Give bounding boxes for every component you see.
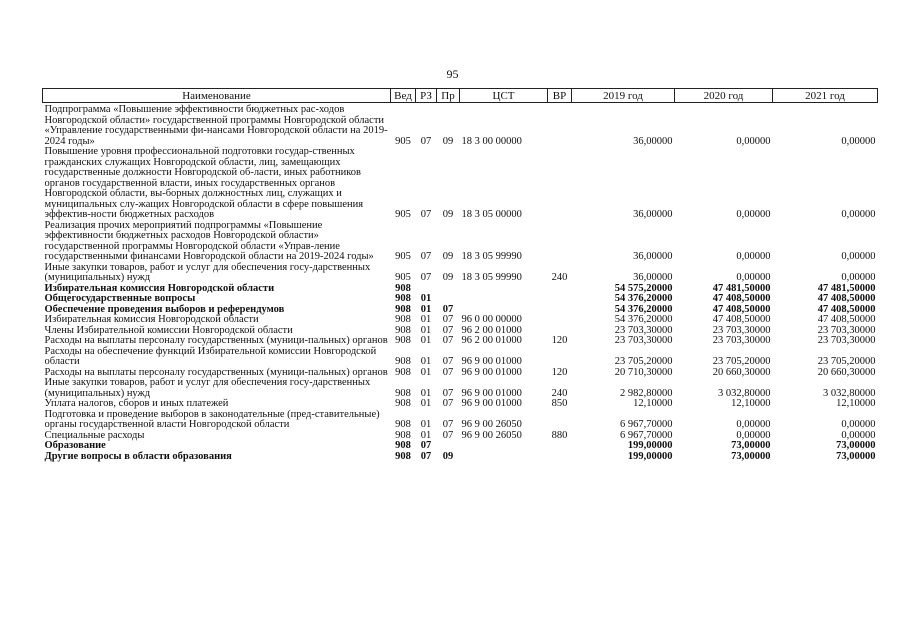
row-pr: 07 [442,335,454,346]
row-cst [460,441,548,452]
row-2019: 2 982,80000 [620,387,673,399]
row-name: Реализация прочих мероприятий подпрограммы «Повышение эффективности бюджетных расходов Новгородской области» государственной программы Новгородской области «Управ-ление государственными финансами Новгородской области на 2019-2024 годы» [44,219,374,262]
row-pr [437,284,460,295]
row-pr: 07 [442,314,454,325]
row-pr [437,294,460,305]
row-vr: 240 [551,387,568,399]
row-rz: 01 [420,398,432,409]
row-rz: 01 [420,356,432,367]
row-pr [437,441,460,452]
table-row [43,221,878,263]
budget-table [42,88,878,462]
row-2019: 23 705,20000 [614,356,673,367]
table-row [43,336,878,347]
row-pr: 09 [442,251,454,262]
row-2019: 23 703,30000 [614,324,673,336]
row-ved: 908 [395,450,411,462]
header-name: Наименование [43,89,391,103]
row-2019: 36,00000 [633,135,673,147]
row-2020: 0,00000 [736,135,771,147]
row-rz: 07 [420,440,432,451]
row-cst: 96 9 00 01000 [461,356,522,367]
row-ved: 905 [395,272,411,283]
row-pr: 07 [442,303,454,315]
row-name: Иные закупки товаров, работ и услуг для обеспечения госу-дарственных (муниципальных) нужд [44,261,371,283]
row-pr: 09 [442,135,454,147]
row-pr: 07 [442,419,454,430]
row-name: Избирательная комиссия Новгородской области [44,282,275,294]
row-name: Подпрограмма «Повышение эффективности бюджетных рас-ходов Новгородской области» государственной программы Новгородской области «Управление государственными фи-нансами Новгородской области на 2019-2024 годы» [44,104,388,147]
row-2019: 12,10000 [633,398,673,409]
row-ved: 908 [395,429,411,441]
row-2020: 0,00000 [736,272,771,283]
row-cst: 96 9 00 01000 [461,366,522,378]
row-2020: 73,00000 [731,450,771,462]
row-cst: 96 9 00 26050 [461,419,522,430]
row-rz: 07 [420,272,432,283]
row-cst: 96 0 00 00000 [461,314,522,325]
row-pr: 07 [442,356,454,367]
row-ved: 905 [395,251,411,262]
table-row [43,441,878,452]
row-rz: 07 [420,209,432,220]
row-rz: 01 [420,387,432,399]
row-2019: 54 376,20000 [614,293,673,304]
row-2021: 0,00000 [841,251,876,262]
row-2020: 23 705,20000 [712,356,771,367]
row-cst: 96 2 00 01000 [461,324,522,336]
row-cst [460,294,548,305]
table-row [43,452,878,463]
row-2021: 47 408,50000 [817,293,876,304]
row-name: Члены Избирательной комиссии Новгородской области [44,324,293,336]
table-row [43,399,878,410]
row-cst: 96 9 00 01000 [461,387,522,399]
row-2019: 199,00000 [627,450,673,462]
row-name: Расходы на обеспечение функций Избирательной комиссии Новгородской области [44,345,377,367]
header-2019: 2019 год [572,89,675,103]
header-rz: РЗ [416,89,437,103]
header-2020: 2020 год [675,89,773,103]
row-name: Другие вопросы в области образования [44,450,232,462]
row-pr: 09 [442,272,454,283]
header-ved: Вед [391,89,416,103]
row-2020: 73,00000 [731,440,771,451]
row-2021: 0,00000 [841,135,876,147]
row-vr [548,294,572,305]
header-2021: 2021 год [773,89,878,103]
row-2020: 0,00000 [736,209,771,220]
row-name: Расходы на выплаты персоналу государственных (муници-пальных) органов [44,366,388,378]
row-vr [548,221,572,263]
row-cst: 96 2 00 01000 [461,335,522,346]
page-number: 95 [446,67,459,81]
row-2020: 12,10000 [731,398,771,409]
row-2021: 12,10000 [836,398,876,409]
row-2021: 0,00000 [841,209,876,220]
row-vr: 120 [551,366,568,378]
row-cst: 18 3 05 00000 [461,209,522,220]
header-cst: ЦСТ [460,89,548,103]
row-2019: 54 376,20000 [614,314,673,325]
row-rz: 01 [420,366,432,378]
row-vr: 240 [551,272,568,283]
table-row [43,103,878,148]
row-vr: 880 [551,429,568,441]
row-2021: 47 481,50000 [817,282,876,294]
header-row [43,89,878,103]
row-rz: 01 [420,429,432,441]
row-ved: 908 [395,314,411,325]
row-2021: 23 703,30000 [817,324,876,336]
row-2019: 36,00000 [633,272,673,283]
row-2020: 47 408,50000 [712,293,771,304]
row-vr: 850 [551,398,568,409]
row-rz: 01 [420,314,432,325]
table-row [43,410,878,431]
row-2019: 6 967,70000 [620,419,673,430]
row-vr [548,305,572,316]
row-vr [548,347,572,368]
row-cst [460,452,548,463]
row-vr [548,410,572,431]
row-name: Иные закупки товаров, работ и услуг для обеспечения госу-дарственных (муниципальных) нужд [44,377,371,399]
row-2020: 47 481,50000 [712,282,771,294]
row-2021: 47 408,50000 [817,314,876,325]
row-2019: 36,00000 [633,251,673,262]
row-vr [548,284,572,295]
row-2019: 23 703,30000 [614,335,673,346]
row-ved: 908 [395,440,411,451]
row-ved: 908 [395,335,411,346]
row-vr [548,147,572,221]
row-name: Расходы на выплаты персоналу государственных (муници-пальных) органов [44,335,388,346]
header-pr: Пр [437,89,460,103]
row-2019: 54 575,20000 [614,282,673,294]
row-rz: 01 [420,335,432,346]
row-2021: 0,00000 [841,429,876,441]
row-pr: 07 [442,398,454,409]
row-2020: 47 408,50000 [712,303,771,315]
table-row [43,263,878,284]
row-vr [548,315,572,326]
row-2021: 73,00000 [836,450,876,462]
row-name: Специальные расходы [44,429,145,441]
row-rz: 07 [420,135,432,147]
row-rz: 07 [420,251,432,262]
row-2021: 0,00000 [841,272,876,283]
row-rz: 07 [420,450,432,462]
row-vr [548,103,572,148]
row-cst: 96 9 00 01000 [461,398,522,409]
row-name: Избирательная комиссия Новгородской области [44,314,259,325]
row-cst: 18 3 05 99990 [461,272,522,283]
row-2020: 0,00000 [736,251,771,262]
row-name: Уплата налогов, сборов и иных платежей [44,398,229,409]
row-2020: 47 408,50000 [712,314,771,325]
row-pr: 07 [442,429,454,441]
row-ved: 908 [395,324,411,336]
row-2019: 36,00000 [633,209,673,220]
table-row [43,378,878,399]
row-2021: 3 032,80000 [823,387,876,399]
row-pr: 07 [442,324,454,336]
row-ved: 908 [395,303,411,315]
row-2019: 6 967,70000 [620,429,673,441]
row-2021: 73,00000 [836,440,876,451]
row-pr: 09 [442,209,454,220]
table-row [43,315,878,326]
row-vr [548,441,572,452]
row-ved: 905 [395,209,411,220]
row-ved: 908 [395,419,411,430]
row-ved: 908 [395,282,411,294]
row-cst [460,284,548,295]
row-ved: 905 [395,135,411,147]
row-2020: 20 660,30000 [712,366,771,378]
row-name: Общегосударственные вопросы [44,293,196,304]
row-2021: 20 660,30000 [817,366,876,378]
row-name: Подготовка и проведение выборов в законодательные (пред-ставительные) органы государственной власти Новгородской области [44,408,380,430]
row-rz: 01 [420,324,432,336]
row-2019: 54 376,20000 [614,303,673,315]
row-vr: 120 [551,335,568,346]
header-vr: ВР [548,89,572,103]
row-2020: 0,00000 [736,419,771,430]
row-pr: 09 [442,450,454,462]
row-2020: 0,00000 [736,429,771,441]
row-cst: 18 3 05 99990 [461,251,522,262]
row-name: Обеспечение проведения выборов и референдумов [44,303,285,315]
row-rz: 01 [420,293,432,304]
row-2020: 23 703,30000 [712,335,771,346]
row-name: Повышение уровня профессиональной подготовки государ-ственных гражданских служащих Новгородской области, лиц, замещающих государственные должности Новгородской об-ласти, иных работников органов государственной власти, иных государственных органов Новгородской области, вы-борных должностных лиц, служащих и муниципальных слу-жащих Новгородской области в сфере повышения эффектив-ности бюджетных расходов [44,146,364,220]
row-rz: 01 [420,303,432,315]
row-2021: 23 705,20000 [817,356,876,367]
row-2021: 47 408,50000 [817,303,876,315]
row-ved: 908 [395,366,411,378]
row-2019: 199,00000 [627,440,673,451]
table-row [43,294,878,305]
row-2021: 23 703,30000 [817,335,876,346]
table-body [43,103,878,463]
row-pr: 07 [442,387,454,399]
table-row [43,147,878,221]
row-vr [548,452,572,463]
row-2020: 3 032,80000 [718,387,771,399]
row-2021: 0,00000 [841,419,876,430]
row-cst: 18 3 00 00000 [461,135,522,147]
row-ved: 908 [395,356,411,367]
row-ved: 908 [395,387,411,399]
row-2019: 20 710,30000 [614,366,673,378]
row-2020: 23 703,30000 [712,324,771,336]
row-pr: 07 [442,366,454,378]
row-rz: 01 [420,419,432,430]
row-name: Образование [44,440,106,451]
row-cst: 96 9 00 26050 [461,429,522,441]
row-ved: 908 [395,293,411,304]
table-row [43,347,878,368]
row-ved: 908 [395,398,411,409]
